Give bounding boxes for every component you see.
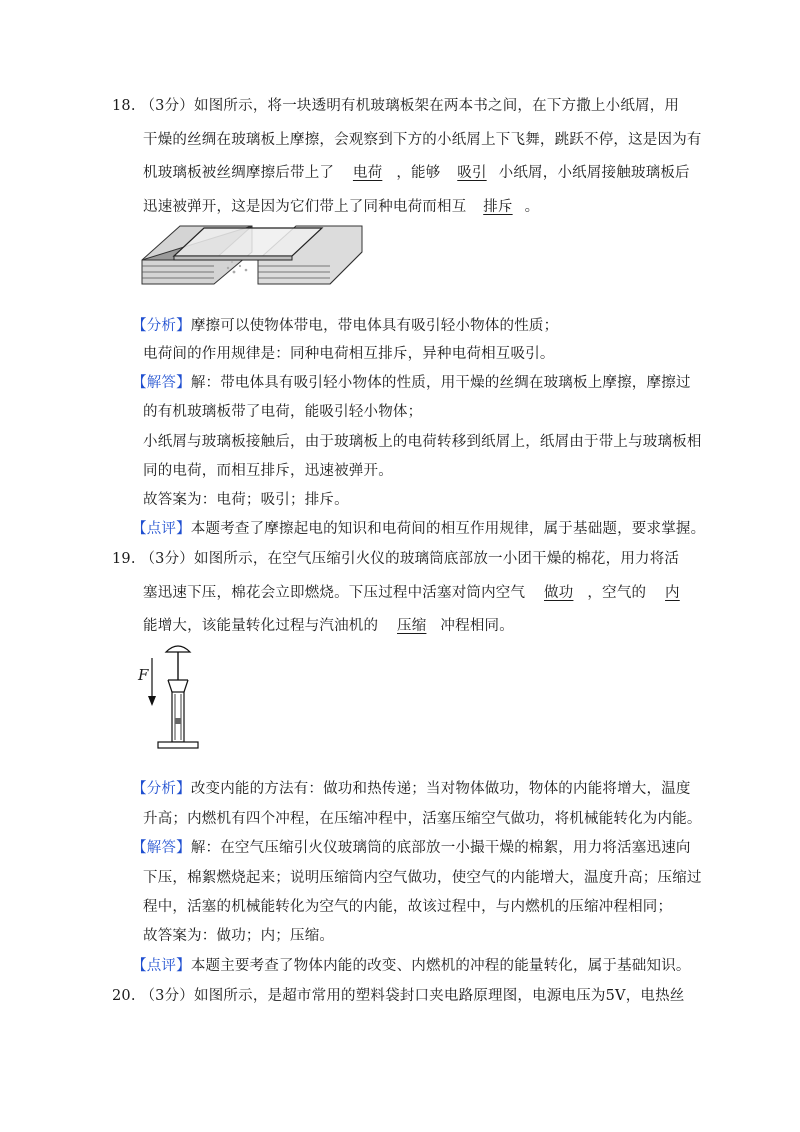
q18-analysis-line-1 bbox=[132, 316, 558, 336]
q19-solution-1: 解：在空气压缩引火仪玻璃筒的底部放一小撮干燥的棉絮，用力将活塞迅速向 bbox=[190, 840, 691, 856]
q19-line-2 bbox=[143, 583, 680, 603]
q19-answer-3: 压缩 bbox=[397, 618, 427, 634]
q18-text-3a: 机玻璃板被丝绸摩擦后带上了 bbox=[143, 165, 335, 181]
q18-comment-1: 本题考查了摩擦起电的知识和电荷间的相互作用规律，属于基础题，要求掌握。 bbox=[190, 521, 706, 537]
q18-solution-line-2 bbox=[143, 402, 422, 422]
q19-comment-tag: 【点评】 bbox=[132, 958, 191, 974]
q19-text-2a: 塞迅速下压，棉花会立即燃烧。下压过程中活塞对筒内空气 bbox=[143, 585, 526, 601]
q19-analysis-2: 升高；内燃机有四个冲程，在压缩冲程中，活塞压缩空气做功，将机械能转化为内能。 bbox=[143, 811, 702, 827]
q18-analysis-1: 摩擦可以使物体带电，带电体具有吸引轻小物体的性质； bbox=[190, 318, 559, 334]
q19-line-3 bbox=[143, 616, 514, 636]
q18-figure-books-glass bbox=[140, 222, 370, 290]
q18-answer-3: 排斥 bbox=[483, 199, 513, 215]
q19-solution-4: 故答案为：做功；内；压缩。 bbox=[143, 928, 335, 944]
q19-solution-line-1 bbox=[132, 838, 691, 858]
q18-text-4a: 迅速被弹开，这是因为它们带上了同种电荷而相互 bbox=[143, 199, 467, 215]
q18-comment-line bbox=[132, 519, 705, 539]
q19-text-3b: 冲程相同。 bbox=[440, 618, 514, 634]
q19-solution-3: 程中，活塞的机械能转化为空气的内能，故该过程中，与内燃机的压缩冲程相同； bbox=[143, 899, 673, 915]
q20-number: 20. bbox=[112, 988, 136, 1004]
q19-figure-igniter bbox=[146, 640, 206, 752]
q18-answer-2: 吸引 bbox=[457, 165, 487, 181]
q20-score: （3分） bbox=[140, 988, 195, 1004]
q18-text-1: 如图所示，将一块透明有机玻璃板架在两本书之间，在下方撒上小纸屑，用 bbox=[194, 98, 680, 114]
q18-line-2 bbox=[143, 130, 702, 150]
q18-text-2: 干燥的丝绸在玻璃板上摩擦，会观察到下方的小纸屑上下飞舞，跳跃不停，这是因为有 bbox=[143, 132, 702, 148]
q18-solution-3: 小纸屑与玻璃板接触后，由于玻璃板上的电荷转移到纸屑上，纸屑由于带上与玻璃板相 bbox=[143, 434, 702, 450]
q19-number: 19. bbox=[112, 551, 136, 567]
q18-line-3 bbox=[143, 163, 690, 183]
q18-solution-line-1 bbox=[132, 373, 691, 393]
q18-line-1 bbox=[112, 96, 679, 116]
q19-text-1: 如图所示，在空气压缩引火仪的玻璃筒底部放一小团干燥的棉花，用力将活 bbox=[194, 551, 680, 567]
q18-text-3b: ，能够 bbox=[396, 165, 441, 181]
q20-line-1 bbox=[112, 986, 685, 1006]
q18-solution-line-5 bbox=[143, 490, 349, 510]
q19-answer-2: 内 bbox=[665, 585, 680, 601]
q19-line-1 bbox=[112, 549, 679, 569]
q19-solution-tag: 【解答】 bbox=[132, 840, 191, 856]
q18-solution-tag: 【解答】 bbox=[132, 375, 191, 391]
q19-solution-line-3 bbox=[143, 897, 672, 917]
q18-solution-4: 同的电荷，而相互排斥，迅速被弹开。 bbox=[143, 463, 393, 479]
q18-score: （3分） bbox=[140, 98, 195, 114]
q19-text-3a: 能增大，该能量转化过程与汽油机的 bbox=[143, 618, 379, 634]
q19-analysis-tag: 【分析】 bbox=[132, 781, 191, 797]
q19-solution-2: 下压，棉絮燃烧起来；说明压缩筒内空气做功，使空气的内能增大，温度升高；压缩过 bbox=[143, 870, 702, 886]
q19-solution-line-4 bbox=[143, 926, 334, 946]
q18-solution-line-3 bbox=[143, 432, 702, 452]
q19-comment-1: 本题主要考查了物体内能的改变、内燃机的冲程的能量转化，属于基础知识。 bbox=[190, 958, 691, 974]
q18-solution-1: 解：带电体具有吸引轻小物体的性质，用干燥的丝绸在玻璃板上摩擦，摩擦过 bbox=[190, 375, 691, 391]
q18-line-4 bbox=[143, 197, 539, 217]
q19-analysis-1: 改变内能的方法有：做功和热传递；当对物体做功，物体的内能将增大，温度 bbox=[190, 781, 691, 797]
q19-figure-force-label: F bbox=[138, 666, 149, 684]
q18-solution-2: 的有机玻璃板带了电荷，能吸引轻小物体； bbox=[143, 404, 423, 420]
q19-solution-line-2 bbox=[143, 868, 702, 888]
q18-number: 18. bbox=[112, 98, 136, 114]
q19-analysis-line-1 bbox=[132, 779, 691, 799]
q19-score: （3分） bbox=[140, 551, 195, 567]
q19-comment-line bbox=[132, 956, 691, 976]
q18-solution-line-4 bbox=[143, 461, 393, 481]
q18-text-3c: 小纸屑，小纸屑接触玻璃板后 bbox=[498, 165, 690, 181]
q18-text-4b: 。 bbox=[524, 199, 540, 215]
q19-analysis-line-2 bbox=[143, 809, 702, 829]
q20-text-1: 如图所示，是超市常用的塑料袋封口夹电路原理图，电源电压为5V，电热丝 bbox=[194, 988, 685, 1004]
q18-answer-1: 电荷 bbox=[352, 165, 383, 181]
q19-text-2b: ，空气的 bbox=[587, 585, 647, 601]
q18-analysis-tag: 【分析】 bbox=[132, 318, 191, 334]
q18-comment-tag: 【点评】 bbox=[132, 521, 191, 537]
q18-analysis-2: 电荷间的作用规律是：同种电荷相互排斥，异种电荷相互吸引。 bbox=[143, 346, 555, 362]
q18-analysis-line-2 bbox=[143, 344, 555, 364]
q18-solution-5: 故答案为：电荷；吸引；排斥。 bbox=[143, 492, 349, 508]
q19-answer-1: 做功 bbox=[544, 585, 574, 601]
